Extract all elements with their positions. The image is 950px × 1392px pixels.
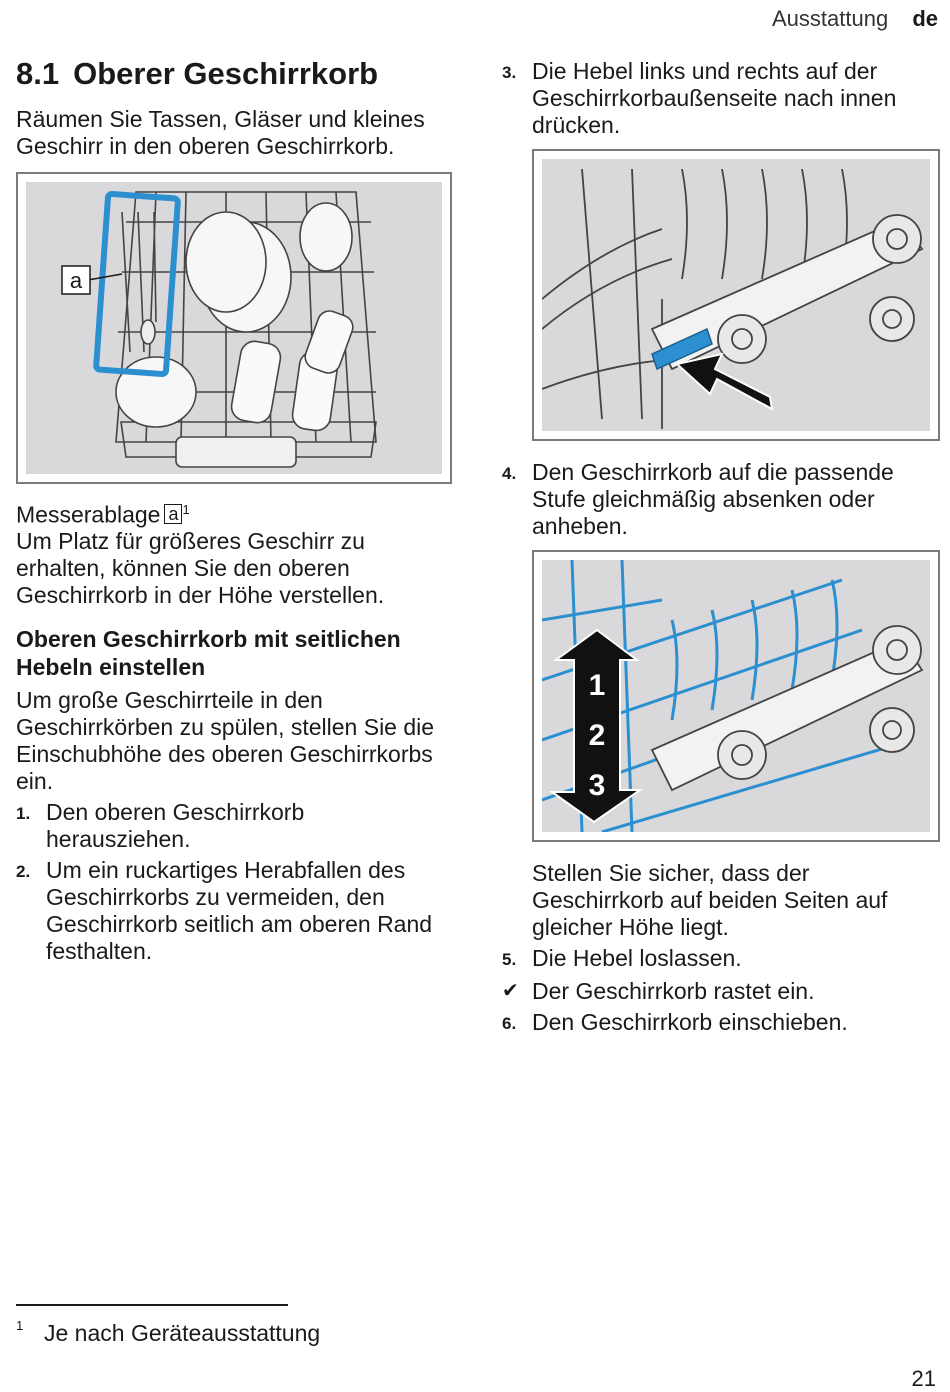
step-number: 2.	[16, 862, 31, 882]
left-column	[16, 56, 452, 965]
height-levels-figure	[532, 550, 940, 842]
step-text: Den Geschirrkorb auf die passende Stufe gleichmäßig absenken oder anheben.	[532, 459, 894, 539]
figure-canvas	[26, 182, 442, 474]
header-language: de	[912, 6, 938, 31]
step-5	[502, 945, 938, 972]
subheading-paragraph: Um große Geschirrteile in den Geschirrkörben zu spülen, stellen Sie die Einschubhöhe des oberen Geschirrkorbs ein.	[16, 687, 435, 795]
caption-text: Messerablage	[16, 501, 161, 528]
check-icon: ✔	[502, 980, 519, 1002]
result-text: Der Geschirrkorb rastet ein.	[532, 978, 815, 1004]
step-1	[16, 799, 452, 853]
figure-canvas	[542, 159, 930, 431]
figure-canvas	[542, 560, 930, 832]
level-3-label: 3	[588, 769, 606, 802]
footnote-ref: 1	[182, 501, 190, 517]
upper-basket-illustration	[26, 182, 442, 474]
lever-press-figure	[532, 149, 940, 441]
section-title-text: Oberer Geschirrkorb	[73, 56, 379, 91]
result-line	[502, 978, 938, 1005]
step-text: Den Geschirrkorb einschieben.	[532, 1009, 848, 1035]
footnote	[16, 1320, 320, 1347]
adjust-paragraph: Um Platz für größeres Geschirr zu erhalten, können Sie den oberen Geschirrkorb in der Höhe verstellen.	[16, 528, 385, 609]
figure-caption	[16, 496, 452, 529]
running-header	[772, 6, 938, 32]
intro-paragraph: Räumen Sie Tassen, Gläser und kleines Geschirr in den oberen Geschirrkorb.	[16, 105, 425, 159]
step-2	[16, 857, 452, 965]
right-column	[502, 58, 938, 1036]
subheading: Oberen Geschirrkorb mit seitlichen Hebeln einstellen	[16, 626, 401, 681]
step-6	[502, 1009, 938, 1036]
level-note: Stellen Sie sicher, dass der Geschirrkorb auf beiden Seiten auf gleicher Höhe liegt.	[532, 860, 888, 940]
step-number: 3.	[502, 63, 517, 82]
upper-basket-figure	[16, 172, 452, 484]
step-text: Um ein ruckartiges Herabfallen des Geschirrkorbs zu vermeiden, den Geschirrkorb seitlich am oberen Rand festhalten.	[46, 857, 433, 965]
step-number: 5.	[502, 950, 517, 969]
step-3	[502, 58, 938, 139]
header-section: Ausstattung	[772, 6, 889, 31]
figure-label-a: a	[69, 267, 83, 293]
section-number: 8.1	[16, 56, 60, 91]
lever-press-illustration	[542, 159, 930, 431]
footnote-mark: 1	[16, 1318, 24, 1333]
height-levels-illustration	[542, 560, 930, 832]
step-text: Die Hebel links und rechts auf der Geschirrkorbaußenseite nach innen drücken.	[532, 58, 897, 138]
page-number: 21	[911, 1366, 936, 1391]
step-number: 6.	[502, 1014, 517, 1033]
level-1-label: 1	[588, 669, 606, 702]
step-text: Die Hebel loslassen.	[532, 945, 742, 971]
footnote-divider	[16, 1304, 288, 1306]
step-number: 1.	[16, 804, 31, 824]
step-number: 4.	[502, 464, 517, 483]
step-4	[502, 459, 938, 540]
level-2-label: 2	[588, 719, 606, 752]
step-text: Den oberen Geschirrkorb herausziehen.	[46, 799, 305, 853]
caption-key-box: a	[164, 504, 182, 524]
footnote-text: Je nach Geräteausstattung	[44, 1320, 321, 1346]
section-title	[16, 56, 452, 92]
